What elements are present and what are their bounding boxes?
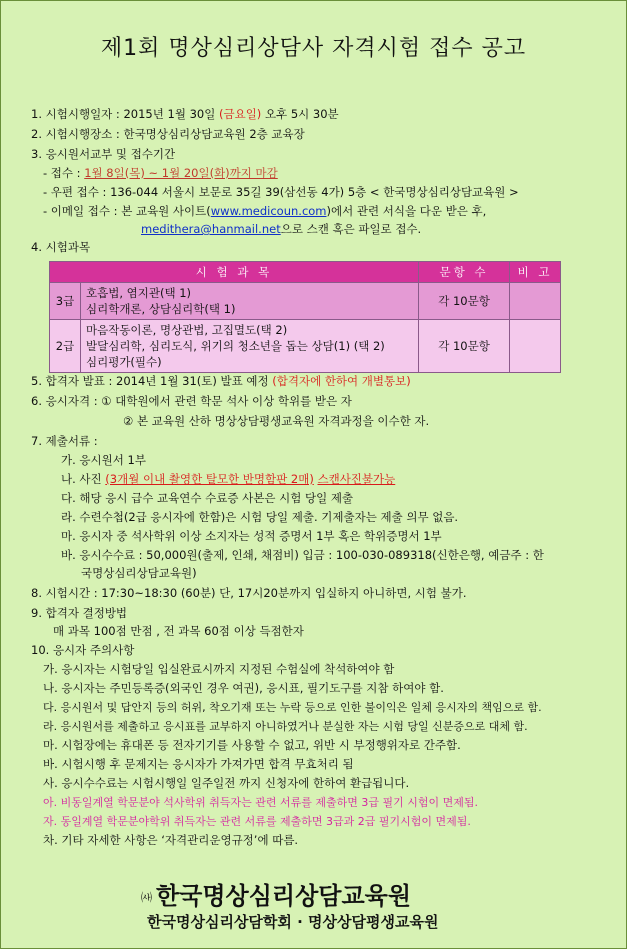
note-cha: 차. 기타 자세한 사항은 ‘자격관리운영규정’에 따름. <box>43 833 299 847</box>
doc-na-scan: 스캔사진불가능 <box>317 472 396 486</box>
item-application-period <box>43 165 278 181</box>
grade-cell: 3급 <box>50 283 81 320</box>
page-title: 제1회 명상심리상담사 자격시험 접수 공고 <box>100 36 527 61</box>
subjects-cell <box>81 283 419 320</box>
email-desc: )에서 관련 서식을 다운 받은 후, <box>326 204 487 218</box>
subject-line: 심리평가(필수) <box>86 355 162 369</box>
doc-ma: 마. 응시자 중 석사학위 이상 소지자는 성적 증명서 1부 혹은 학위증명서 1부 <box>61 529 442 543</box>
period-text: 1월 8일(목) ~ 1월 20일(화)까지 마감 <box>84 166 278 180</box>
note-ma: 마. 시험장에는 휴대폰 등 전자기기를 사용할 수 없고, 위반 시 부정행위자로 간주함. <box>43 738 461 752</box>
count-cell: 각 10문항 <box>419 283 510 320</box>
doc-na-photo: (3개월 이내 촬영한 탈모한 반명함판 2매) <box>105 472 314 486</box>
subject-line: 발달심리학, 심리도식, 위기의 청소년을 돕는 상담(1) (택 2) <box>86 339 385 353</box>
item-qualification: 6. 응시자격 : ① 대학원에서 관련 학문 석사 이상 학위를 받은 자 <box>31 394 352 408</box>
item-exam-place: 2. 시험시행장소 : 한국명상심리상담교육원 2층 교육장 <box>31 127 305 141</box>
item-exam-date <box>31 106 339 122</box>
grade-cell: 2급 <box>50 320 81 373</box>
email-link[interactable]: medithera@hanmail.net <box>141 222 281 236</box>
exam-time: 오후 5시 30분 <box>261 107 339 121</box>
org-name: 한국명상심리상담교육원 <box>156 882 412 910</box>
subjects-cell <box>81 320 419 373</box>
note-na: 나. 응시자는 주민등록증(외국인 경우 여권), 응시표, 필기도구를 지참 하여야 함. <box>43 681 444 695</box>
note-ba: 바. 시험시행 후 문제지는 응시자가 가져가면 합격 무효처리 됨 <box>43 757 354 771</box>
doc-ba-2: 국명상심리상담교육원) <box>81 566 197 580</box>
header-subject: 시 험 과 목 <box>50 262 419 283</box>
item-application-mail: - 우편 접수 : 136-044 서울시 보문로 35길 39(삼선동 4가) 5층 < 한국명상심리상담교육원 > <box>43 185 519 199</box>
footer-org <box>141 876 411 911</box>
doc-na-label: 나. 사진 <box>61 472 106 486</box>
item-announcement <box>31 373 411 389</box>
doc-da: 다. 해당 응시 급수 교육연수 수료증 사본은 시험 당일 제출 <box>61 491 354 505</box>
note-cell <box>510 283 561 320</box>
item-application-email <box>43 203 486 219</box>
announcement-note: (합격자에 한하여 개별통보) <box>272 374 411 388</box>
doc-ga: 가. 응시원서 1부 <box>61 453 146 467</box>
header-note: 비 고 <box>510 262 561 283</box>
note-sa: 사. 응시수수료는 시험시행일 일주일전 까지 신청자에 한하여 환급됩니다. <box>43 776 410 790</box>
site-link[interactable]: www.medicoun.com <box>210 204 327 218</box>
item-pass-criteria: 9. 합격자 결정방법 <box>31 606 128 620</box>
footer-sub: 한국명상심리상담학회 · 명상상담평생교육원 <box>147 913 439 931</box>
table-row <box>50 320 561 373</box>
subject-line: 심리학개론, 상담심리학(택 1) <box>86 302 236 316</box>
note-da: 다. 응시원서 및 답안지 등의 허위, 착오기재 또는 누락 등으로 인한 불이익은 일체 응시자의 책임으로 함. <box>43 701 542 714</box>
exam-subject-table <box>49 261 561 373</box>
email-label: - 이메일 접수 : 본 교육원 사이트( <box>43 204 211 218</box>
item-notes: 10. 응시자 주의사항 <box>31 643 135 657</box>
pass-criteria-text: 매 과목 100점 만점 , 전 과목 60점 이상 득점한자 <box>53 624 304 638</box>
item-application: 3. 응시원서교부 및 접수기간 <box>31 147 176 161</box>
doc-ba: 바. 응시수수료 : 50,000원(출제, 인쇄, 채점비) 입금 : 100-030-089318(신한은행, 예금주 : 한 <box>61 548 544 562</box>
header-count: 문항 수 <box>419 262 510 283</box>
announcement-text: 5. 합격자 발표 : 2014년 1월 31(토) 발표 예정 <box>31 374 273 388</box>
note-ga: 가. 응시자는 시험당일 입실완료시까지 지정된 수험실에 착석하여야 함 <box>43 662 395 676</box>
note-a: 아. 비동일계열 학문분야 석사학위 취득자는 관련 서류를 제출하면 3급 필기 시험이 면제됨. <box>43 796 478 809</box>
note-cell <box>510 320 561 373</box>
subject-line: 호흡법, 염지관(택 1) <box>86 286 192 300</box>
count-cell: 각 10문항 <box>419 320 510 373</box>
item-subjects: 4. 시험과목 <box>31 240 91 254</box>
item-qualification-2: ② 본 교육원 산하 명상상담평생교육원 자격과정을 이수한 자. <box>123 414 430 428</box>
note-ja: 자. 동일계열 학문분야학위 취득자는 관련 서류를 제출하면 3급과 2급 필기시험이 면제됨. <box>43 815 471 828</box>
email-desc-2: 으로 스캔 혹은 파일로 접수. <box>280 222 422 236</box>
org-seal: ㈔ <box>141 891 152 904</box>
item-documents: 7. 제출서류 : <box>31 434 98 448</box>
table-header-row <box>50 262 561 283</box>
doc-ra: 라. 수련수첩(2급 응시자에 한함)은 시험 당일 제출. 기제출자는 제출 의무 없음. <box>61 510 459 524</box>
period-label: - 접수 : <box>43 166 85 180</box>
subject-line: 마음작동이론, 명상관법, 고집멸도(택 2) <box>86 323 288 337</box>
table-row <box>50 283 561 320</box>
item-application-email-2 <box>141 221 421 237</box>
exam-day: (금요일) <box>218 107 262 121</box>
exam-date-text: 1. 시험시행일자 : 2015년 1월 30일 <box>31 107 219 121</box>
item-exam-time: 8. 시험시간 : 17:30~18:30 (60분) 단, 17시20분까지 입실하지 아니하면, 시험 불가. <box>31 586 467 600</box>
doc-na <box>61 471 395 487</box>
note-ra: 라. 응시원서를 제출하고 응시표를 교부하지 아니하였거나 분실한 자는 시험 당일 신분증으로 대체 함. <box>43 720 528 733</box>
